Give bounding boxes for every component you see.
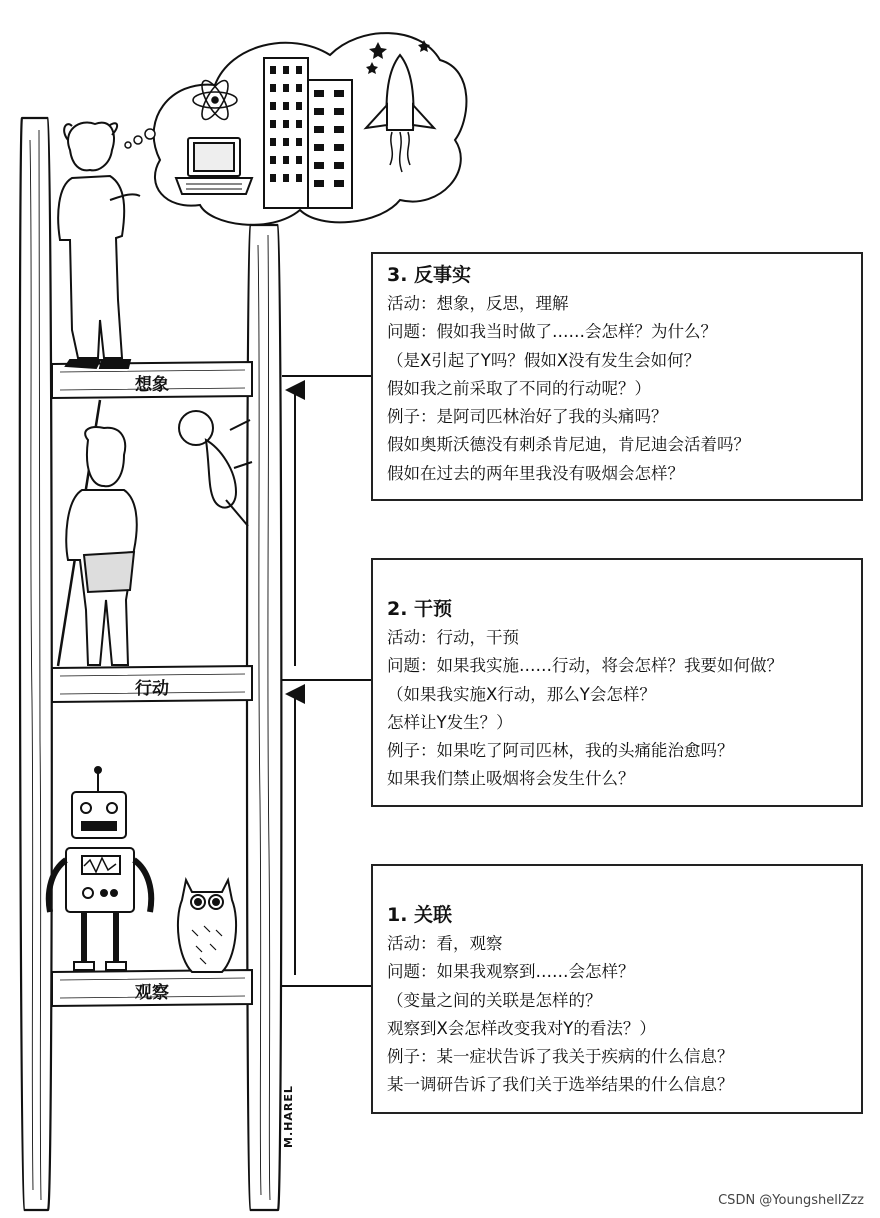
- buildings-icon: [264, 58, 352, 208]
- laptop-icon: [176, 138, 252, 194]
- level-question-detail: （如果我实施X行动，那么Y会怎样？: [387, 684, 656, 704]
- level-question-detail: 假如我之前采取了不同的行动呢？）: [387, 378, 651, 398]
- level-title: 2. 干预: [387, 598, 453, 620]
- level-box-association: [371, 864, 863, 1114]
- level-example: 例子：如果吃了阿司匹林，我的头痛能治愈吗？: [387, 741, 734, 761]
- level-title: 3. 反事实: [387, 264, 472, 286]
- level-question-detail: （是X引起了Y吗？假如X没有发生会如何？: [387, 350, 701, 370]
- level-example: 例子：是阿司匹林治好了我的头痛吗？: [387, 407, 668, 427]
- rung-label-seeing: 观察: [135, 983, 169, 1003]
- level-example: 例子：某一症状告诉了我关于疾病的什么信息？: [387, 1047, 734, 1067]
- watermark-credit: CSDN @YoungshellZzz: [718, 1193, 864, 1208]
- level-question-detail: 怎样让Y发生？）: [387, 712, 513, 732]
- scientist-figure: [58, 122, 140, 368]
- level-activity: 活动：看，观察: [387, 934, 503, 953]
- level-activity: 活动：想象，反思，理解: [387, 294, 569, 313]
- level-example: 假如在过去的两年里我没有吸烟会怎样？: [387, 463, 684, 483]
- level-box-counterfactual: [371, 252, 863, 501]
- level-question: 问题：如果我实施……行动，将会怎样？我要如何做？: [387, 656, 783, 676]
- level-example: 如果我们禁止吸烟将会发生什么？: [387, 769, 635, 789]
- thought-bubble: [125, 33, 466, 225]
- level-box-intervention: [371, 558, 863, 807]
- level-question-detail: 观察到X会怎样改变我对Y的看法？）: [387, 1018, 656, 1038]
- level-example: 某一调研告诉了我们关于选举结果的什么信息？: [387, 1075, 734, 1095]
- level-title: 1. 关联: [387, 904, 453, 926]
- level-activity: 活动：行动，干预: [387, 628, 519, 647]
- baby-figure: [179, 411, 252, 526]
- robot-figure: [49, 767, 151, 970]
- rung-label-doing: 行动: [135, 679, 169, 699]
- caveman-figure: [58, 400, 137, 666]
- level-question: 问题：假如我当时做了……会怎样？为什么？: [387, 322, 717, 342]
- level-question-detail: （变量之间的关联是怎样的？: [387, 990, 602, 1010]
- owl-figure: [178, 880, 236, 972]
- level-question: 问题：如果我观察到……会怎样？: [387, 962, 635, 982]
- rung-label-imagining: 想象: [135, 375, 169, 395]
- level-example: 假如奥斯沃德没有刺杀肯尼迪，肯尼迪会活着吗？: [387, 435, 750, 455]
- artist-signature: M.HAREL: [282, 1085, 295, 1148]
